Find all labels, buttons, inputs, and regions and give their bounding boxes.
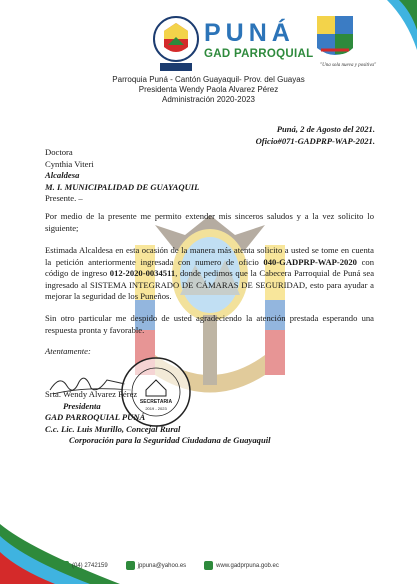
paragraph-request (45, 245, 374, 303)
parish-seal-logo (150, 15, 202, 73)
request-entry-code: 012-2020-0034511 (109, 268, 176, 279)
stamp-center-text: SECRETARIA (139, 399, 173, 405)
slogan-text: "Una sola nueva y positiva" (320, 63, 377, 68)
brand-subtitle: GAD PARROQUIAL (204, 48, 314, 60)
signature-block (45, 389, 271, 447)
letter-date: Puná, 2 de Agosto del 2021. (276, 124, 375, 134)
letter-reference: Oficio#071-GADPRP-WAP-2021. (255, 135, 375, 146)
cc-line-2: Corporación para la Seguridad Ciudadana de Guayaquil (69, 435, 271, 445)
paragraph-farewell: Sin otro particular me despido de usted agradeciendo la atención prestada esperando una respuesta pronta y favorable. (45, 313, 374, 335)
cc-line: C.c. Lic. Luis Murillo, Concejal Rural (45, 423, 181, 434)
email-icon (126, 561, 135, 570)
request-office-number: 040-GADPRP-WAP-2020 (263, 256, 357, 267)
recipient-title: Doctora (45, 147, 73, 157)
request-text-c: con código de ingreso (45, 256, 374, 279)
recipient-presente: Presente. – (45, 193, 83, 203)
request-text-a: Estimada Alcaldesa en esta ocasión de la manera más atenta solicito a usted se tome en cuenta la petición anteriormente ingresada con numero de oficio (45, 245, 374, 267)
paragraph-greeting: Por medio de la presente me permito extender mis sinceros saludos y a la vez solicito lo siguiente; (45, 211, 374, 233)
header-administration: Administración 2020-2023 (162, 95, 255, 104)
corner-decoration-top (377, 0, 417, 50)
footer-web (204, 561, 279, 570)
footer-email (126, 561, 186, 570)
recipient-block (45, 147, 199, 205)
signer-title: Presidenta (63, 400, 101, 411)
phone-icon (60, 561, 69, 570)
recipient-institution: M. I. MUNICIPALIDAD DE GUAYAQUIL (45, 181, 200, 192)
stamp-years: 2019 - 2023 (145, 406, 167, 411)
web-icon (204, 561, 213, 570)
footer-phone (60, 561, 108, 570)
header-info (0, 75, 417, 105)
request-text-e: , donde pedimos que la Cabecera Parroquial de Puná sea ingresado al SISTEMA INTEGRADO DE CÁMARAS DE SEGURIDAD, esto para ayudar a mejorar la seguridad de los Puneños. (45, 268, 375, 302)
parish-flag-logo (315, 14, 355, 62)
corner-decoration-bottom (0, 524, 120, 584)
footer-phone-text: (04) 2742159 (72, 562, 108, 569)
brand-name: PUNÁ (204, 19, 295, 47)
recipient-name: Cynthia Viteri (45, 158, 94, 169)
brand-logo (204, 20, 316, 61)
closing-text: Atentamente: (45, 346, 91, 356)
header-president: Presidenta Wendy Paola Alvarez Pérez (138, 85, 279, 94)
date-reference (256, 124, 375, 147)
header-location: Parroquia Puná - Cantón Guayaquil- Prov. del Guayas (112, 75, 305, 84)
footer-contacts (60, 561, 360, 570)
recipient-role: Alcaldesa (45, 170, 80, 180)
footer-email-text: jppuna@yahoo.es (137, 562, 187, 569)
signer-org: GAD PARROQUIAL PUNÁ (45, 412, 146, 422)
footer-web-text: www.gadprpuna.gob.ec (216, 562, 279, 569)
signer-name: Srta. Wendy Alvarez Pérez (45, 389, 138, 399)
